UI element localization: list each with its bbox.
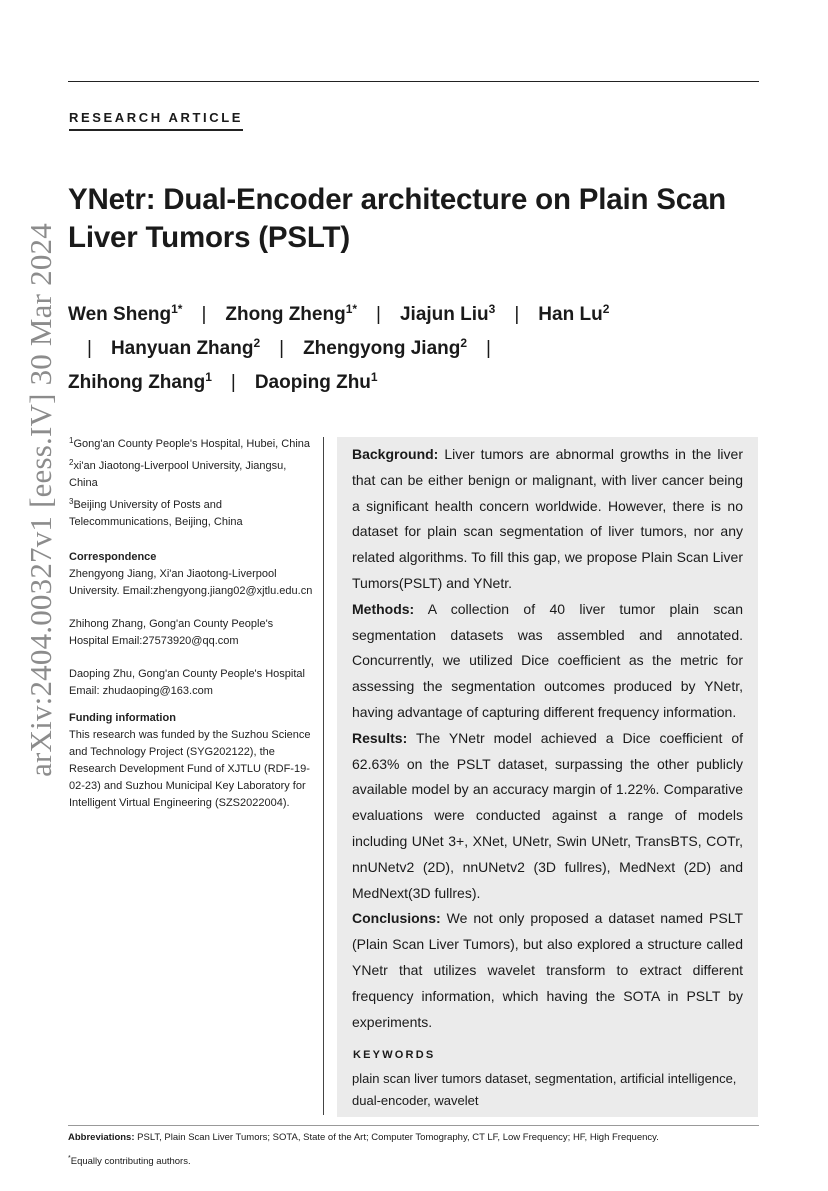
author-name: Zhihong Zhang$^1$ [68,370,212,393]
author-name: Daoping Zhu$^1$ [254,370,378,393]
abstract-background: Background: Liver tumors are abnormal growths in the liver that can be either benign or malignant, with liver cancer being a significant health concern worldwide. However, there is no dataset for plain scan segmentation of liver tumors, nor any related algorithms. To fill this gap, we propose Plain Scan Liver Tumors(PSLT) and YNetr. [352,446,743,591]
paper-title: YNetr: Dual-Encoder architecture on Plain Scan Liver Tumors (PSLT) [68,183,726,254]
correspondence-entry[interactable]: Zhengyong Jiang, Xi'an Jiaotong-Liverpool University. Email:zhengyong.jiang02@xjtlu.edu.cn [69,568,313,597]
abstract [352,442,743,1035]
author-separator: | [279,338,285,359]
correspondence-entry[interactable]: Zhihong Zhang, Gong'an County People's Hospital Email:27573920@qq.com [69,618,274,647]
correspondence-heading: Correspondence [69,551,157,563]
affiliation: $^1$Gong'an County People's Hospital, Hubei, China [69,436,311,450]
abstract-methods: Methods: A collection of 40 liver tumor plain scan segmentation datasets was assembled and annotated. Concurrently, we utilized Dice coefficient as the metric for assessing the segmentation outcomes produced by YNetr, having advantage of capturing different frequency information. [352,600,743,720]
affiliation: $^2$xi'an Jiaotong-Liverpool University, Jiangsu, China [69,458,287,489]
keywords-list: plain scan liver tumors dataset, segmentation, artificial intelligence, dual-encoder, wavelet [352,1071,737,1108]
correspondence-entry[interactable]: Daoping Zhu, Gong'an County People's Hospital Email: zhudaoping@163.com [69,668,305,697]
author-name: Jiajun Liu$^3$ [399,302,496,325]
equal-contribution-footnote: *Equally contributing authors. [68,1155,191,1167]
author-separator: | [201,304,207,325]
arxiv-identifier-stamp[interactable]: arXiv:2404.00327v1 [eess.IV] 30 Mar 2024 [23,223,58,777]
article-type-label: RESEARCH ARTICLE [69,110,243,131]
keywords-heading: KEYWORDS [353,1049,436,1061]
author-list [68,298,628,400]
author-name: Wen Sheng$^{1*}$ [68,302,183,325]
author-name: Zhong Zheng$^{1*}$ [225,302,358,325]
author-separator: | [376,304,381,325]
abstract-results: Results: The YNetr model achieved a Dice coefficient of 62.63% on the PSLT dataset, surpassing the other publicly available model by an accuracy margin of 1.22%. Comparative evaluations were conducted against a range of models including UNet 3+, XNet, UNetr, Swin UNetr, TransBTS, COTr, nnUNetv2 (2D), nnUNetv2 (3D fullres), MedNext (2D) and MedNext(3D fullres). [352,729,744,901]
abstract-conclusions: Conclusions: We not only proposed a dataset named PSLT (Plain Scan Liver Tumors), but also explored a structure called YNetr that utilizes wavelet transform to extract different frequency information, which having the SOTA in PSLT by experiments. [352,910,743,1030]
footer-rule [68,1125,759,1126]
author-name: Han Lu$^2$ [538,302,610,325]
sidebar-info [69,436,314,828]
author-separator: | [514,304,520,325]
funding-text: This research was funded by the Suzhou Science and Technology Project (SYG202122), the Research Development Fund of XJTLU (RDF-19-02-23) and Suzhou Municipal Key Laboratory for Intelligent Virtual Engineering (SZS2022004). [69,729,311,809]
top-rule [68,81,759,82]
author-separator: | [486,338,491,359]
author-name: Hanyuan Zhang$^2$ [110,336,261,359]
author-separator: | [87,338,92,359]
column-divider [323,437,324,1115]
author-separator: | [230,372,236,393]
author-name: Zhengyong Jiang$^2$ [303,336,468,359]
abbreviations-note: Abbreviations: PSLT, Plain Scan Liver Tumors; SOTA, State of the Art; Computer Tomography, CT LF, Low Frequency; HF, High Frequency. [68,1132,659,1143]
affiliation: $^3$Beijing University of Posts and Telecommunications, Beijing, China [69,497,243,528]
funding-heading: Funding information [69,712,176,724]
